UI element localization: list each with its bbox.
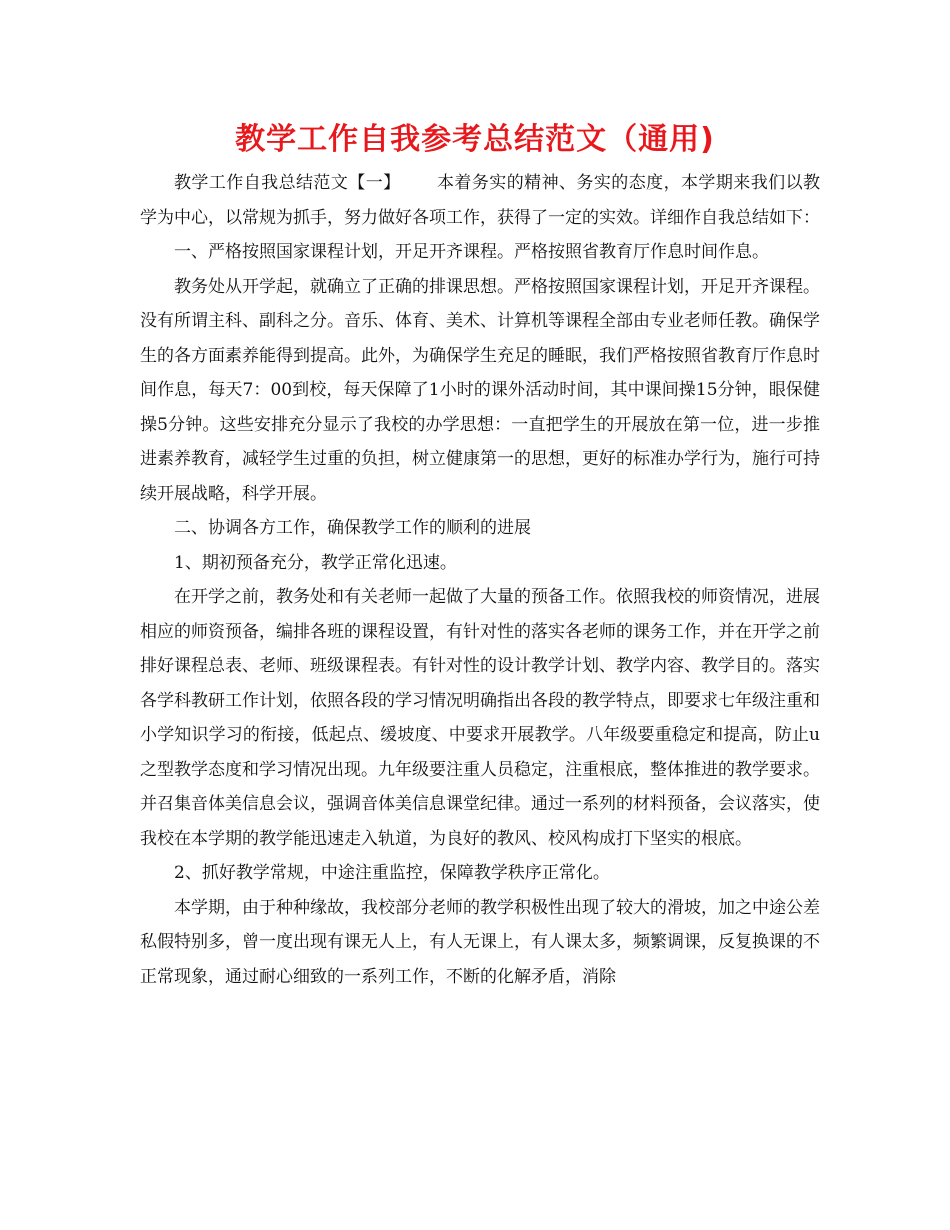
paragraph: 2、抓好教学常规，中途注重监控，保障教学秩序正常化。 [174,863,610,883]
intro-paragraph [140,166,820,235]
intro-heading: 教学工作自我总结范文【一】 [174,173,401,193]
paragraph: 一、严格按照国家课程计划，开足开齐课程。严格按照省教育厅作息时间作息。 [174,242,769,262]
paragraph: 本学期，由于种种缘故，我校部分老师的教学积极性出现了较大的滑坡，加之中途公差私假特别多，曾一度出现有课无人上，有人无课上，有人课太多，频繁调课，反复换课的不正常现象，通过耐心细致的一系列工作，不断的化解矛盾，消除 [140,897,820,987]
paragraph: 二、协调各方工作，确保教学工作的顺利的进展 [174,518,531,538]
paragraph: 1、期初预备充分，教学正常化迅速。 [174,552,457,573]
document-title: 教学工作自我参考总结范文（通用) [235,122,715,157]
paragraph: 在开学之前，教务处和有关老师一起做了大量的预备工作。依照我校的师资情况，进展相应的师资预备，编排各班的课程设置，有针对性的落实各老师的课务工作，并在开学之前排好课程总表、老师、班级课程表。有针对性的设计教学计划、教学内容、教学目的。落实各学科教研工作计划，依照各段的学习情况明确指出各段的教学特点，即要求七年级注重和小学知识学习的衔接，低起点、缓坡度、中要求开展教学。八年级要重稳定和提高，防止u之型教学态度和学习情况出现。九年级要注重人员稳定，注重根底，整体推进的教学要求。并召集音体美信息会议，强调音体美信息课堂纪律。通过一系列的材料预备，会议落实，使我校在本学期的教学能迅速走入轨道，为良好的教风、校风构成打下坚实的根底。 [140,587,820,849]
paragraph: 教务处从开学起，就确立了正确的排课思想。严格按照国家课程计划，开足开齐课程。没有所谓主科、副科之分。音乐、体育、美术、计算机等课程全部由专业老师任教。确保学生的各方面素养能得到提高。此外，为确保学生充足的睡眠，我们严格按照省教育厅作息时间作息，每天7：00到校，每天保障了1小时的课外活动时间，其中课间操15分钟，眼保健操5分钟。这些安排充分显示了我校的办学思想：一直把学生的开展放在第一位，进一步推进素养教育，减轻学生过重的负担，树立健康第一的思想，更好的标准办学行为，施行可持续开展战略，科学开展。 [140,276,820,504]
document-body [140,166,820,994]
intro-text: 本着务实的精神、务实的态度，本学期来我们以教学为中心，以常规为抓手，努力做好各项工作，获得了一定的实效。详细作自我总结如下： [140,173,821,228]
